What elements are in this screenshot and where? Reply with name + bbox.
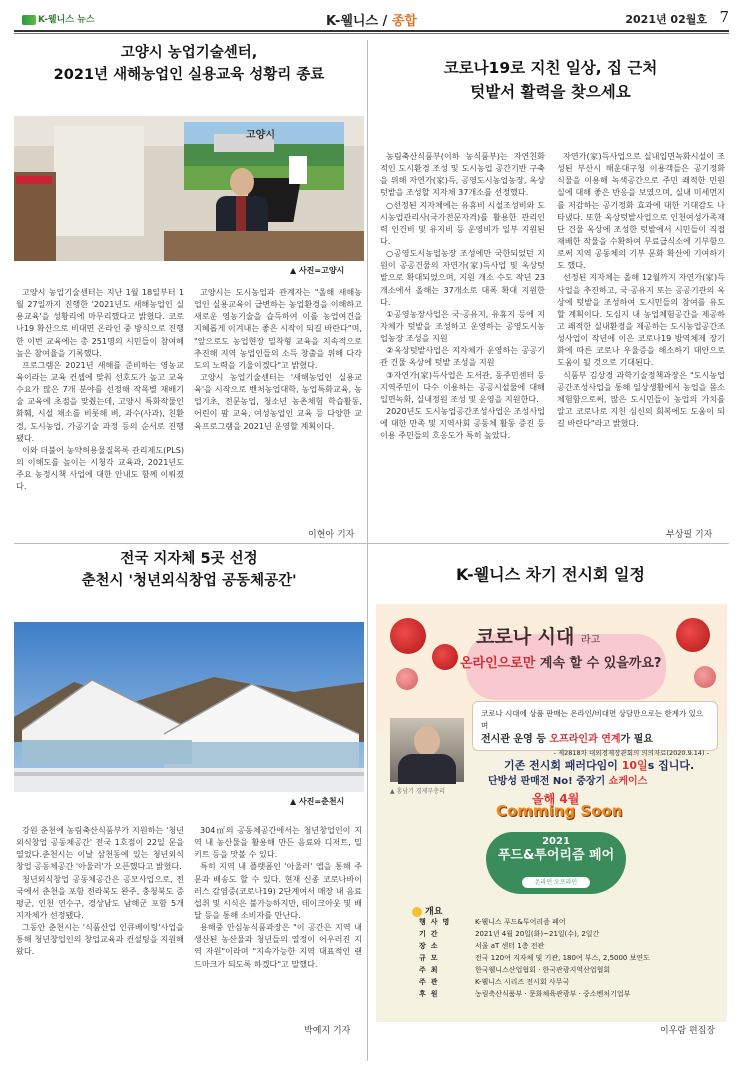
article3-col2: 304㎡의 공동체공간에서는 청년창업인이 지역 내 농산물을 활용해 만든 음료와 디저트, 밀키트 등을 맛볼 수 있다. 특히 지역 내 플랫폼인 '아울러' 앱을 통해 주문과 배송도 할 수 있다. 현재 신종 코로나바이러스 감염증(코로나19) 2단계여서 매장 내 음료 섭취 및 시식은 불가능하지만, 테이크아웃 및 배달 등을 통해 소비자를 만난다. 용해중 안심농식품과장은 "이 공간은 지역 내 생산된 농산물과 청년들의 열정이 어우러진 지역 자원"이라며 "지속가능한 지역 대표적인 랜드마크가 되도록 하겠다"고 말했다. bbox=[194, 825, 362, 969]
article1-byline: 이현아 기자 bbox=[308, 530, 355, 540]
article1-photo-credit: ▲ 사진=고양시 bbox=[290, 266, 345, 275]
poster-showcase-text: 단방성 판매전 No! 중장기 쇼케이스 bbox=[488, 776, 648, 787]
issue-date: 2021년 02월호 bbox=[625, 13, 707, 26]
table-row: 기간 2021년 4월 20일(화)~21일(수), 2일간 bbox=[419, 930, 600, 938]
virus-icon bbox=[390, 618, 426, 654]
article1-col2: 고양시는 도시농업과 관계자는 "올해 새해농업인 실용교육이 급변하는 농업환경을 이해하고 새로운 영농기술을 습득하여 이를 농업여건을 지혜롭게 이겨내는 좋은 시작이 되길 바란다"며, "앞으로도 농업현장 밀착형 교육을 지속적으로 추진해 지역 농업인들의 소득 창출을 위해 다각도의 노력을 기울이겠다"고 밝혔다. 고양시 농업기술센터는 '새해농업인 실용교육'을 시작으로 벤처농업대학, 농업특화교육, 농업기초, 전문농업, 청소년 농촌체험 학습활동, 어린이 팜 교육, 여성농업인 교육 등 다양한 교육프로그램을 2021년 운영할 계획이다. bbox=[194, 287, 362, 431]
article3-photo bbox=[14, 622, 364, 792]
poster-quote-bubble: 코로나 시대에 상품 판매는 온라인/비대면 상담만으로는 한계가 있으며 전시관 운영 등 오프라인과 연계가 필요 - 제2818차 대외경제장관회의 의의자료(2020.9.14) - bbox=[472, 701, 718, 751]
header-rule bbox=[14, 30, 729, 32]
table-row: 후원 농림축산식품부 · 문화체육관광부 · 중소벤처기업부 bbox=[419, 990, 631, 998]
poster-date: 올해 4월 bbox=[532, 792, 580, 806]
poster-photo-caption: ▲ 홍남기 경제부총리 bbox=[390, 788, 445, 795]
table-row: 규모 전국 120여 지자체 및 기관, 180여 부스, 2,5000 보연도 bbox=[419, 954, 650, 962]
poster-coming-soon: Comming Soon bbox=[496, 802, 623, 820]
article3-photo-credit: ▲ 사진=춘천시 bbox=[290, 797, 345, 806]
poster-mask-graphic: 2021 푸드&투어리즘 페어 온라인 오프라인 bbox=[486, 832, 626, 894]
row-divider bbox=[14, 543, 729, 544]
article2-title: 코로나19로 지친 일상, 집 근처 텃밭서 활력을 찾으세요 bbox=[443, 59, 658, 102]
virus-icon bbox=[432, 644, 458, 670]
poster-paradigm-text: 기존 전시회 패러다임이 10일s 집니다. bbox=[504, 759, 695, 772]
table-row: 주관 K-웰니스 시리즈 전시회 사무국 bbox=[419, 978, 570, 986]
poster-overview-table bbox=[416, 916, 653, 1000]
table-row: 주최 한국웰니스산업협회 · 한국관광지역산업협회 bbox=[419, 966, 611, 974]
article2-col1: 농림축산식품부(이하 농식품부)는 자연친화적인 도시환경 조성 및 도시농업 공간기반 구축을 위해 자연가(家)득, 공영도시농업농장, 옥상텃밭을 조성할 지자체 37개소를 선정했다. ○선정된 지자체에는 유휴비 시설조성비와 도시농업관리사(국가전문자격)를 활용한 관리인력 인건비 및 유지비 등 운영비가 일부 지원된다. ○공영도시농업농장 조성에만 국한되었던 지원이 공공건물의 자연가(家)득사업 및 옥상텃밭으로 확대되었으며, 지원 개소 수도 작년 23개소에서 올해는 37개소로 대폭 확대 지원한다. ①공영농장사업은 국·공유지, 유휴지 등에 지자체가 텃밭을 조성하고 운영하는 공영도시농업농장 조성을 지원 ②옥상텃밭사업은 지자체가 운영하는 공공기관 건물 옥상에 텃밭 조성을 지원 ③자연가(家)득사업은 도서관, 동주민센터 등 지역주민이 다수 이용하는 공공시설물에 대해 입면녹화, 실내정원 조성 및 운영을 지원한다. 2020년도 도시농업공간조성사업은 조성사업에 대한 만족 및 지역사회 공동체 활동 증진 등 이용 주민들의 호응도가 특히 높았다. bbox=[380, 151, 545, 441]
photo-sign-text: 고양시 bbox=[246, 130, 275, 141]
article4-title: K-웰니스 차기 전시회 일정 bbox=[456, 565, 645, 584]
article1-title: 고양시 농업기술센터, 2021년 새해농업인 실용교육 성황리 종료 bbox=[53, 45, 325, 84]
article2-byline: 부상필 기자 bbox=[666, 530, 713, 540]
article1-photo bbox=[14, 116, 364, 261]
article2-col2: 자연가(家)득사업으로 실내입면녹화시설이 조성된 부산시 해운대구청 이용객들은 공기정화 식물을 이용해 녹색공간으로 주민 쾌적한 민원실에 대해 좋은 반응을 보였으며, 실내 미세먼지를 저감하는 공기정화 효과에 대한 기대감도 나타냈다. 또한 옥상텃밭사업으로 인천여성가족재단 건물 옥상에 조성한 텃밭에서 시민들이 직접 재배한 작물을 수확하여 무료급식소에 기부함으로써 지역 공동체의 기부 문화 확산에 기여하기도 했다. 선정된 지자체는 올해 12월까지 자연가(家)득사업을 추진하고, 국·공유지 또는 공공기관의 옥상에 텃밭을 조성하여 도시민들의 참여를 유도할 계획이다. 도심지 내 농업체험공간을 제공하고 쾌적한 실내환경을 제공하는 도시농업공간조성사업이 작년에 이은 코로나19 방역체제 장기화에 따른 코로나 우울증을 해소하기 대안으로 도움이 될 것으로 기대된다. 식품부 김상경 과학기술정책과장은 "도시농업공간조성사업을 통해 일상생활에서 농업을 몸소 체험함으로써, 많은 도시민들이 농업의 가치를 알고 코로나로 지친 심신의 회복에도 도움이 되길 바란다"라고 밝혔다. bbox=[557, 151, 725, 429]
header-rule-thin bbox=[14, 33, 729, 34]
section-title: K-웰니스 / 종합 bbox=[326, 14, 417, 29]
poster-overview-title: 개요 bbox=[412, 904, 442, 917]
table-row: 장소 서울 aT 센터 1층 전관 bbox=[419, 942, 545, 950]
page-number: 7 bbox=[719, 8, 729, 26]
exhibition-poster bbox=[376, 604, 727, 1022]
poster-person-photo bbox=[390, 718, 464, 782]
virus-icon bbox=[396, 668, 418, 690]
page-header bbox=[14, 8, 729, 30]
article4-byline: 이우람 편집장 bbox=[660, 1026, 716, 1036]
table-row: 행사명 K-웰니스 푸드&투어리즘 페어 bbox=[419, 918, 566, 926]
virus-icon bbox=[694, 666, 716, 688]
article3-col1: 강원 춘천에 농림축산식품부가 지원하는 '청년외식창업 공동체공간' 전국 1호점이 22일 문을 열었다.춘천시는 이날 삼천동에 있는 청년외식창업 공동체공간 '아울러'가 오픈했다고 밝혔다. 청년외식창업 공동체공간은 공모사업으로, 전국에서 춘천을 포함 전라북도 완주, 충청북도 증평군, 인천 연수구, 경상남도 남해군 포함 5개 지자체가 선정됐다. 그동안 춘천시는 '식품산업 인큐베이팅'사업을 통해 청년창업인의 창업교육과 컨설팅을 지원해왔다. bbox=[16, 825, 184, 957]
article1-col1: 고양시 농업기술센터는 지난 1월 18일부터 1월 27일까지 진행한 '2021년도 새해농업인 실용교육'을 성황리에 마무리했다고 밝혔다. 코로나19 확산으로 비대면 온라인 중 방식으로 진행한 이번 교육에는 총 251명의 시민들이 참여해 높은 참여율을 기록했다. 프로그램은 2021년 새해를 준비하는 영농교육이라는 교육 컨셉에 맞춰 선호도가 높고 교육수요가 많은 7개 분야를 선정해 작목별 재배기술 교육에 초점을 맞췄는데, 고양시 특화작물인 화훼, 시설 채소를 비롯해 벼, 과수(사과), 친환경, 도시농업, 가공기술 과정 등의 순서로 진행됐다. 이와 더불어 농약허용물질목록 관리제도(PLS)의 이해도를 높이는 시청각 교육과, 2021년도 주요 농정시책 사업에 대한 안내도 함께 이뤄졌다. bbox=[16, 287, 184, 492]
article3-byline: 박예지 기자 bbox=[304, 1026, 351, 1036]
newspaper-logo: K-웰니스 뉴스 bbox=[22, 12, 95, 25]
poster-question-line2: 온라인으로만 계속 할 수 있을까요? bbox=[460, 656, 662, 671]
poster-question-line1: 코로나 시대 라고 bbox=[476, 626, 601, 648]
article3-title: 전국 지자체 5곳 선정 춘천시 '청년외식창업 공동체공간' bbox=[81, 551, 297, 590]
virus-icon bbox=[676, 618, 710, 652]
column-divider bbox=[367, 40, 368, 1061]
